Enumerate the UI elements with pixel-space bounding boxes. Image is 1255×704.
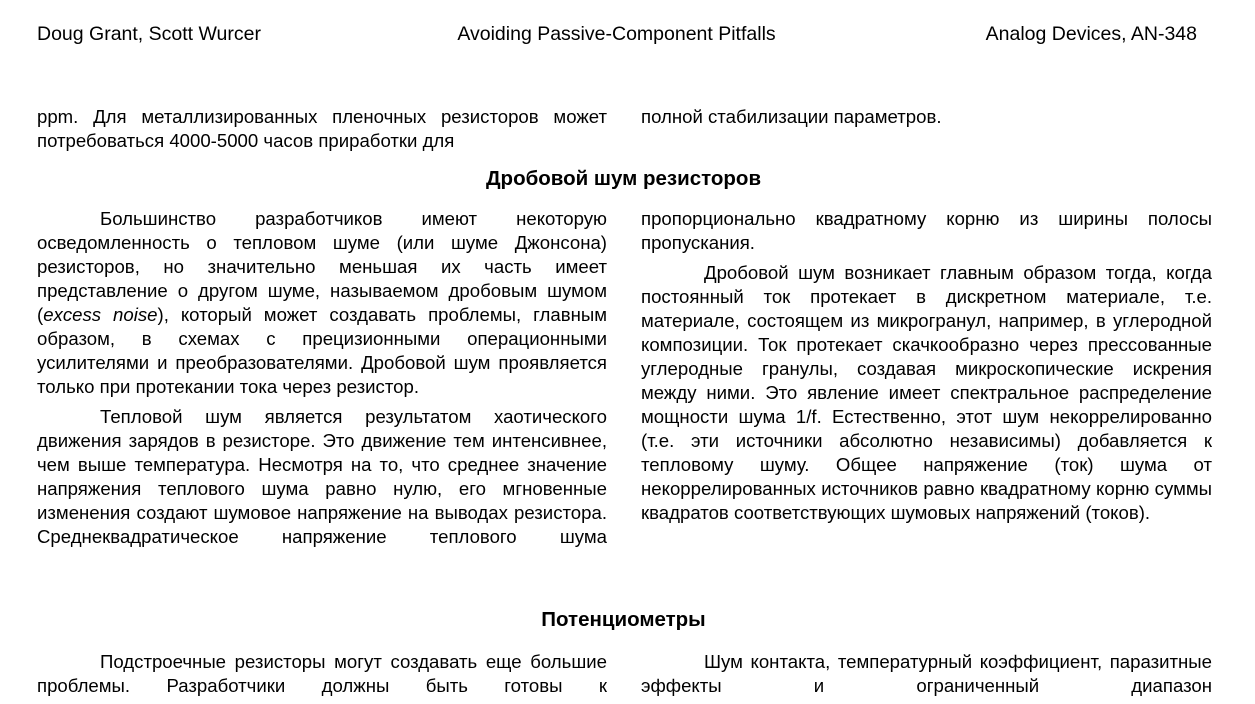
carryover-right-column xyxy=(641,105,1212,135)
paragraph-shot-noise-origin: Дробовой шум возникает главным образом тогда, когда постоянный ток протекает в дискретном материале, т.е. материале, состоящем из микрогранул, например, в углеродной композиции. Ток протекает скачкообразно через прессованные углеродные гранулы, создавая микроскопические искрения между ними. Это явление имеет спектральное распределение мощности шума 1/f. Естественно, этот шум некоррелированно (т.е. эти источники абсолютно независимы) добавляется к тепловому шуму. Общее напряжение (ток) шума от некоррелированных источников равно квадратному корню суммы квадратов соответствующих шумовых напряжений (токов). xyxy=(641,262,1212,523)
paragraph-bandwidth: пропорционально квадратному корню из ширины полосы пропускания. xyxy=(641,208,1212,253)
section2-left-column xyxy=(37,650,607,704)
excess-noise-term: excess noise xyxy=(43,304,158,325)
carryover-right-paragraph: полной стабилизации параметров. xyxy=(641,106,942,127)
paragraph-contact-noise: Шум контакта, температурный коэффициент, паразитные эффекты и ограниченный диапазон xyxy=(641,651,1212,696)
carryover-left-column xyxy=(37,105,607,159)
carryover-left-paragraph: ppm. Для металлизированных пленочных резисторов может потребоваться 4000-5000 часов приработки для xyxy=(37,106,607,151)
section-heading-shot-noise: Дробовой шум резисторов xyxy=(485,167,762,190)
paragraph-thermal-noise: Тепловой шум является результатом хаотического движения зарядов в резисторе. Это движение тем интенсивнее, чем выше температура. Несмотря на то, что среднее значение напряжения теплового шума равно нулю, его мгновенные изменения создают шумовое напряжение на выводах резистора. Среднеквадратическое напряжение теплового шума xyxy=(37,406,607,547)
section1-right-column xyxy=(641,207,1212,531)
paragraph-awareness-text-start: Большинство разработчиков имеют некоторую осведомленность о тепловом шуме (или шуме Джонсона) резисторов, но значительно меньшая их часть имеет представление о другом шуме, называемом дробовым шумом ( xyxy=(37,208,607,325)
paragraph-awareness-text-end: ), который может создавать проблемы, главным образом, в схемах с прецизионными операционными усилителями и преобразователями. Дробовой шум проявляется только при протекании тока через резистор. xyxy=(37,304,607,397)
header-title: Avoiding Passive-Component Pitfalls xyxy=(457,23,776,45)
header-source: Analog Devices, AN-348 xyxy=(985,23,1197,45)
section1-left-column xyxy=(37,207,607,555)
paragraph-awareness xyxy=(37,207,607,399)
section2-right-column xyxy=(641,650,1212,704)
header-authors: Doug Grant, Scott Wurcer xyxy=(37,23,261,45)
section-heading-potentiometers: Потенциометры xyxy=(541,608,706,631)
paragraph-trimmers: Подстроечные резисторы могут создавать еще большие проблемы. Разработчики должны быть готовы к xyxy=(37,651,607,696)
